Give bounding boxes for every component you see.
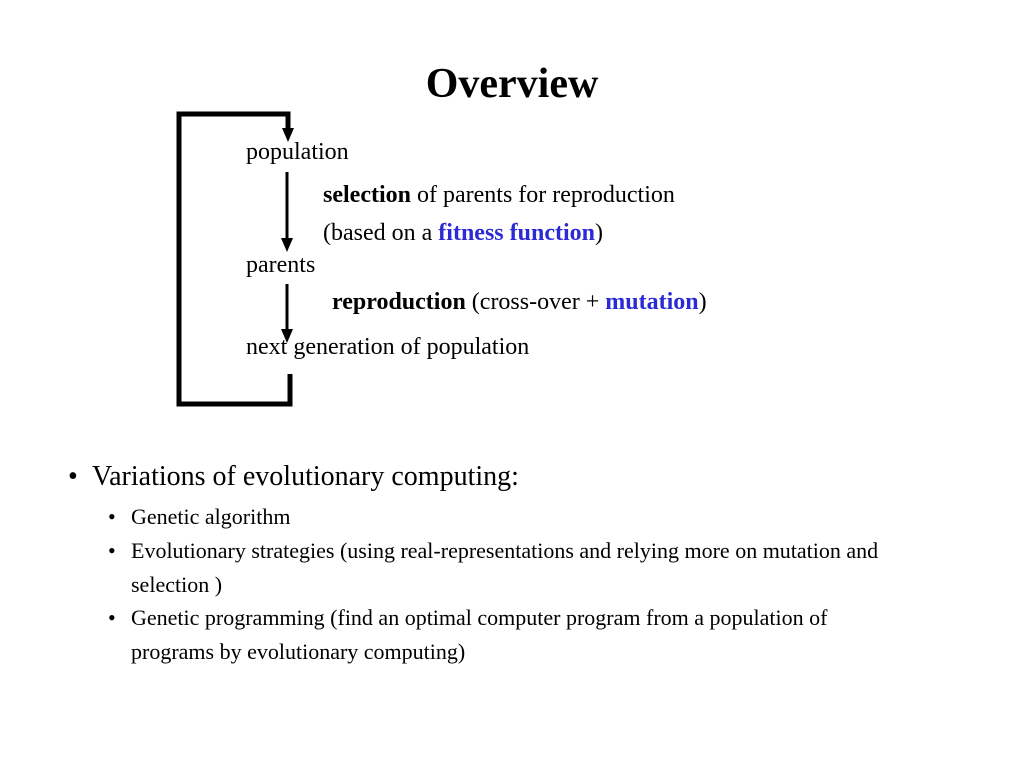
sub-bullet-dot-1: • <box>108 504 116 529</box>
based-post: ) <box>594 220 603 246</box>
page-title: Overview <box>425 61 599 107</box>
sub-bullet-1: Genetic algorithm <box>131 504 291 529</box>
selection-bold: selection <box>323 182 411 208</box>
sub-bullet-dot-3: • <box>108 605 116 630</box>
reproduction-bold: reproduction <box>332 289 466 315</box>
mutation: mutation <box>605 289 699 315</box>
sub-bullet-dot-2: • <box>108 538 116 563</box>
sub-bullet-2: Evolutionary strategies (using real-representations and relying more on mutation and selection ) <box>131 538 879 597</box>
sub-bullet-3: Genetic programming (find an optimal computer program from a population of programs by evolutionary computing) <box>131 605 828 664</box>
main-bullet-dot: • <box>68 461 78 492</box>
parents-label: parents <box>246 252 316 278</box>
next-generation-label: next generation of population <box>246 334 530 360</box>
selection-line <box>323 180 675 210</box>
reproduction-mid: (cross-over + <box>465 289 606 315</box>
fitness-line <box>323 218 603 248</box>
fitness-function: fitness function <box>438 220 595 246</box>
reproduction-line <box>332 287 707 317</box>
population-label: population <box>246 139 349 165</box>
main-bullet-text: Variations of evolutionary computing: <box>92 461 519 492</box>
reproduction-post: ) <box>698 289 707 315</box>
based-pre: (based on a <box>323 220 439 246</box>
selection-rest: of parents for reproduction <box>410 182 675 208</box>
